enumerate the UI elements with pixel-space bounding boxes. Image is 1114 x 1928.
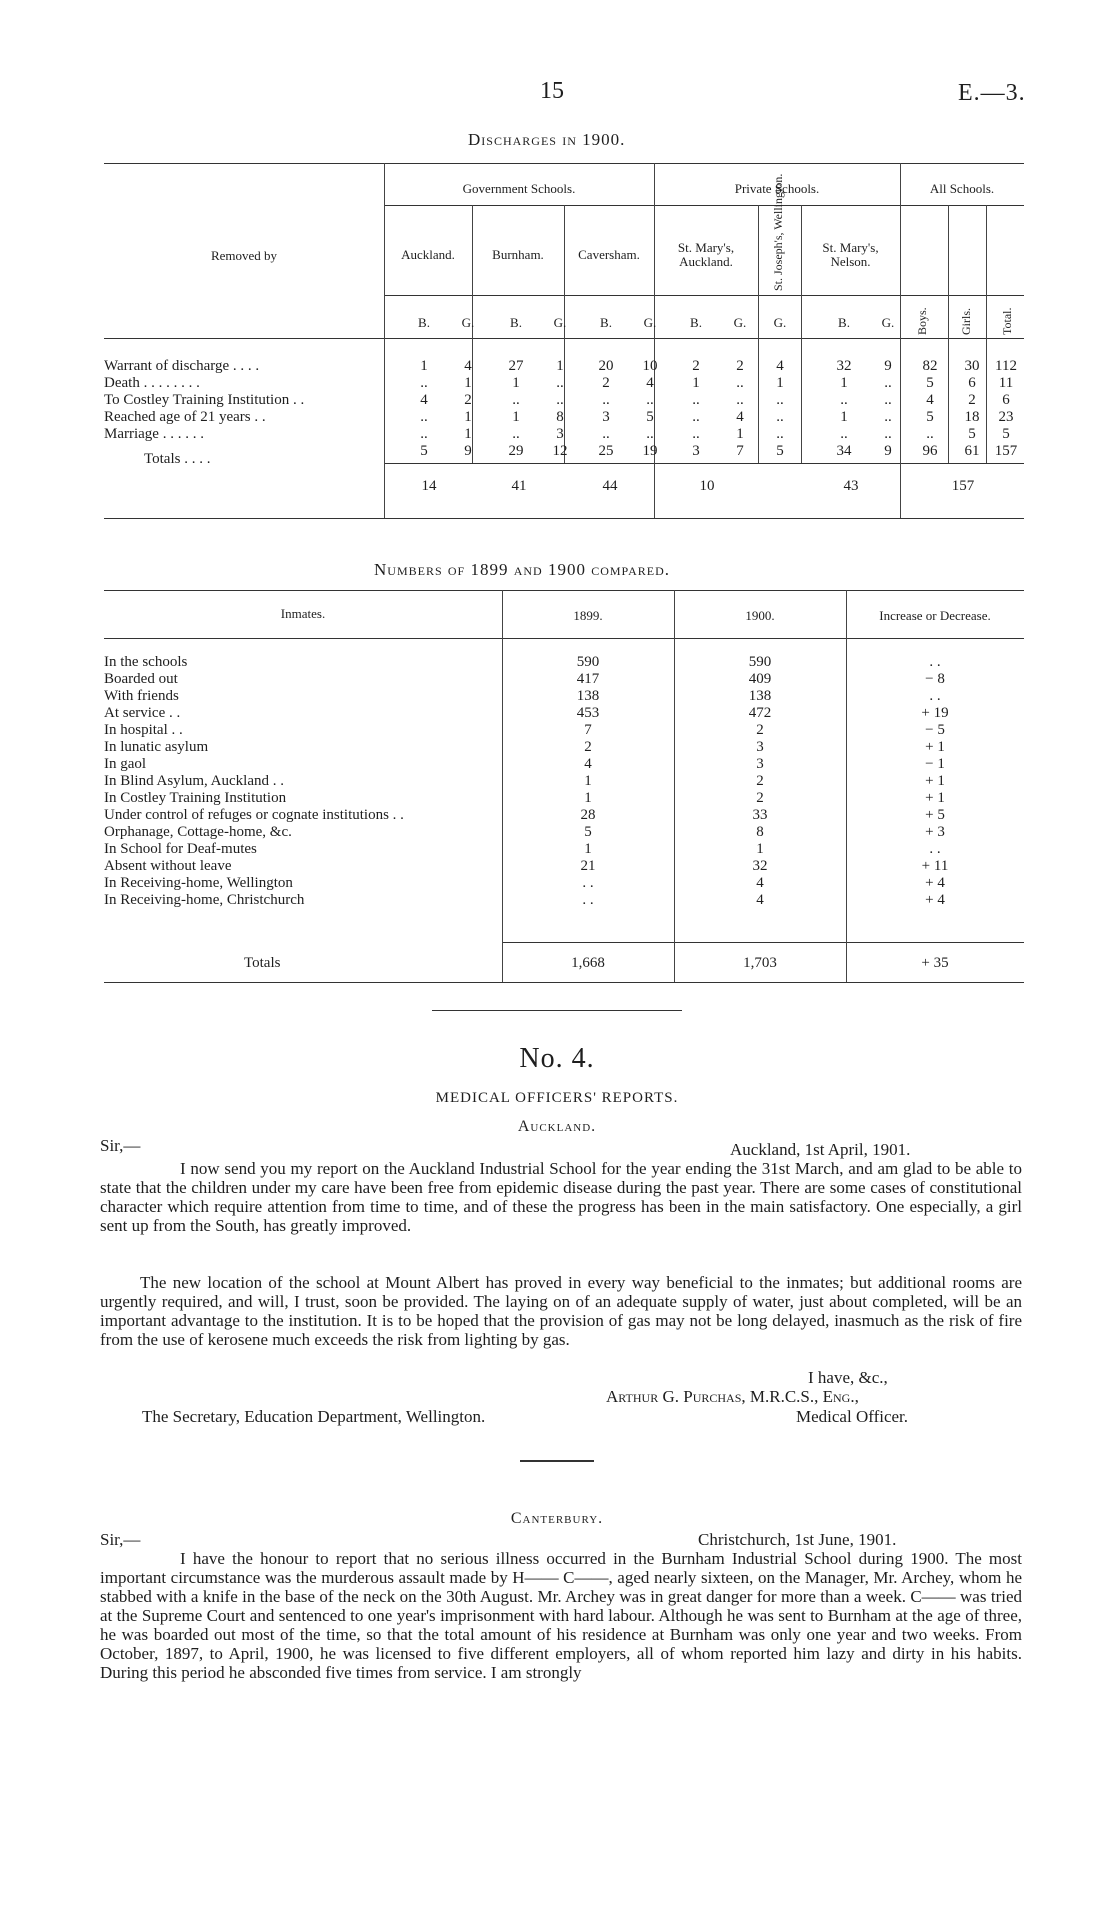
- inmate-row-label: In Blind Asylum, Auckland . .: [104, 773, 284, 789]
- discharge-cell: 1: [512, 375, 520, 391]
- inmate-row-label: In lunatic asylum: [104, 739, 209, 755]
- discharge-cell: ..: [776, 426, 784, 442]
- discharge-cell: 1: [840, 409, 848, 425]
- canterbury-place-date: Christchurch, 1st June, 1901.: [698, 1530, 897, 1549]
- group-all: All Schools.: [929, 181, 995, 196]
- discharge-cell: ..: [884, 392, 892, 408]
- inmate-row-label: In gaol: [104, 756, 147, 772]
- school-st-josephs: St. Joseph's, Wellington.: [771, 173, 785, 291]
- discharge-cell: ..: [884, 375, 892, 391]
- value-change: + 4: [925, 892, 945, 908]
- group-government: Government Schools.: [462, 181, 576, 196]
- discharge-cell: ..: [420, 409, 428, 425]
- discharge-total-cell: 96: [922, 443, 938, 459]
- discharge-cell: 1: [464, 375, 472, 391]
- inmate-row-label: With friends: [104, 688, 179, 704]
- discharge-cell: ..: [556, 392, 564, 408]
- discharge-total-cell: 5: [420, 443, 428, 459]
- value-1900: 472: [748, 705, 772, 721]
- value-1900: 590: [748, 654, 772, 670]
- discharge-cell: 4: [646, 375, 654, 391]
- discharge-total-cell: 9: [884, 443, 892, 459]
- value-1900: 409: [748, 671, 772, 687]
- numbers-totals-label: Totals: [244, 955, 281, 971]
- discharge-row-label: Death . . . . . . . .: [104, 375, 200, 391]
- discharge-cell: 3: [556, 426, 564, 442]
- value-1899: 28: [580, 807, 596, 823]
- discharge-cell: 11: [998, 375, 1014, 391]
- total-1900: 1,703: [743, 955, 777, 971]
- value-1899: 590: [576, 654, 600, 670]
- value-1899: 21: [580, 858, 596, 874]
- discharge-cell: ..: [692, 392, 700, 408]
- discharge-cell: 1: [464, 426, 472, 442]
- discharge-subtotal: 14: [421, 478, 437, 494]
- discharge-cell: 5: [646, 409, 654, 425]
- discharge-cell: ..: [420, 375, 428, 391]
- value-1899: 2: [584, 739, 592, 755]
- discharge-subtotal: 41: [511, 478, 527, 494]
- discharge-cell: 20: [598, 358, 614, 374]
- discharge-total-cell: 34: [836, 443, 852, 459]
- discharge-subtotal: 44: [602, 478, 618, 494]
- value-1899: 1: [584, 773, 592, 789]
- inmate-row-label: In Receiving-home, Wellington: [104, 875, 293, 891]
- discharge-cell: ..: [736, 375, 744, 391]
- value-1900: 4: [756, 892, 764, 908]
- discharge-cell: ..: [646, 392, 654, 408]
- discharge-cell: 5: [926, 375, 934, 391]
- value-1900: 2: [756, 722, 764, 738]
- discharge-total-cell: 9: [464, 443, 472, 459]
- inmate-row-label: Boarded out: [104, 671, 178, 687]
- col-change: Increase or Decrease.: [879, 608, 991, 623]
- discharge-total-cell: 12: [552, 443, 568, 459]
- discharge-cell: 5: [968, 426, 976, 442]
- value-change: − 1: [925, 756, 945, 772]
- value-change: + 1: [925, 773, 945, 789]
- discharge-total-cell: 157: [994, 443, 1018, 459]
- discharge-cell: 2: [692, 358, 700, 374]
- value-1899: 1: [584, 790, 592, 806]
- discharge-cell: 4: [926, 392, 934, 408]
- discharge-cell: 5: [1002, 426, 1010, 442]
- discharge-cell: ..: [776, 409, 784, 425]
- discharge-cell: 2: [464, 392, 472, 408]
- discharge-cell: ..: [692, 426, 700, 442]
- value-1900: 1: [756, 841, 764, 857]
- discharge-cell: 1: [556, 358, 564, 374]
- discharge-row-label: Warrant of discharge . . . .: [104, 358, 260, 374]
- discharge-cell: ..: [884, 409, 892, 425]
- value-1900: 2: [756, 773, 764, 789]
- col-code: G.: [553, 315, 567, 330]
- discharge-cell: ..: [840, 392, 848, 408]
- col-code: G.: [461, 315, 475, 330]
- discharge-cell: 1: [736, 426, 744, 442]
- col-boys: Boys.: [915, 307, 929, 335]
- value-1899: 1: [584, 841, 592, 857]
- discharge-cell: 18: [964, 409, 980, 425]
- discharge-cell: 27: [508, 358, 524, 374]
- value-1900: 33: [752, 807, 768, 823]
- report-divider: [520, 1460, 594, 1462]
- col-total: Total.: [1000, 307, 1014, 335]
- discharge-cell: 6: [968, 375, 976, 391]
- col-code: B.: [690, 315, 702, 330]
- school-burnham: Burnham.: [492, 247, 544, 262]
- discharge-row-label: Reached age of 21 years . .: [104, 409, 266, 425]
- auckland-closing: I have, &c.,: [808, 1368, 888, 1387]
- discharge-row-label: Marriage . . . . . .: [104, 426, 204, 442]
- school-auckland: Auckland.: [401, 247, 455, 262]
- value-1899: . .: [582, 875, 594, 891]
- discharge-cell: ..: [692, 409, 700, 425]
- discharge-total-cell: 29: [508, 443, 524, 459]
- discharge-cell: ..: [556, 375, 564, 391]
- discharge-total-cell: 3: [692, 443, 700, 459]
- discharges-table: [104, 163, 1024, 520]
- discharge-cell: 1: [692, 375, 700, 391]
- col-1900: 1900.: [745, 608, 775, 623]
- col-code: B.: [838, 315, 850, 330]
- col-1899: 1899.: [573, 608, 603, 623]
- discharge-total-cell: 7: [736, 443, 744, 459]
- discharge-cell: 8: [556, 409, 564, 425]
- discharge-cell: ..: [512, 392, 520, 408]
- discharge-cell: 82: [922, 358, 938, 374]
- col-code: B.: [510, 315, 522, 330]
- discharge-cell: 1: [840, 375, 848, 391]
- discharge-cell: 4: [776, 358, 784, 374]
- discharge-row-label: To Costley Training Institution . .: [104, 392, 305, 408]
- school-caversham: Caversham.: [578, 247, 640, 262]
- value-1900: 32: [752, 858, 768, 874]
- col-inmates: Inmates.: [280, 606, 326, 621]
- discharge-cell: ..: [840, 426, 848, 442]
- value-change: + 19: [921, 705, 949, 721]
- page-number: 15: [540, 78, 564, 104]
- discharge-cell: 2: [736, 358, 744, 374]
- inmate-row-label: Absent without leave: [104, 858, 232, 874]
- section-number: No. 4.: [519, 1043, 595, 1074]
- school-st-marys-auckland: St. Mary's, Auckland.: [677, 240, 735, 269]
- discharge-cell: 5: [926, 409, 934, 425]
- discharge-cell: 1: [420, 358, 428, 374]
- discharges-totals-label: Totals . . . .: [144, 451, 211, 467]
- discharge-cell: 32: [836, 358, 852, 374]
- inmate-row-label: In Receiving-home, Christchurch: [104, 892, 305, 908]
- value-change: + 1: [925, 739, 945, 755]
- inmate-row-label: In Costley Training Institution: [104, 790, 287, 806]
- col-girls: Girls.: [959, 308, 973, 335]
- col-code: G.: [773, 315, 787, 330]
- value-change: . .: [929, 654, 941, 670]
- value-1899: 5: [584, 824, 592, 840]
- auckland-salutation: Sir,—: [100, 1136, 141, 1155]
- discharge-total-cell: 25: [598, 443, 614, 459]
- auckland-paragraph-2: The new location of the school at Mount Albert has proved in every way beneficial to the inmates; but additional rooms are urgently required, and will, I trust, soon be provided. The laying on of an adequate supply of water, just about completed, will be an important advantage to the institution. It is to be hoped that the provision of gas may not be long delayed, inasmuch as the risk of fire from the use of kerosene much exceeds the risk from lighting by gas.: [100, 1273, 1022, 1349]
- value-1899: . .: [582, 892, 594, 908]
- inmate-row-label: Orphanage, Cottage-home, &c.: [104, 824, 292, 840]
- discharge-subtotal: 10: [699, 478, 715, 494]
- canterbury-heading: Canterbury.: [510, 1510, 604, 1527]
- discharge-cell: 4: [420, 392, 428, 408]
- discharge-cell: ..: [776, 392, 784, 408]
- discharge-cell: 23: [998, 409, 1014, 425]
- discharge-subtotal: 157: [951, 478, 975, 494]
- discharge-cell: 30: [964, 358, 980, 374]
- auckland-paragraph-1: I now send you my report on the Auckland Industrial School for the year ending the 31st March, and am glad to be able to state that the children under my care have been free from epidemic disease during the past year. There are some cases of constitutional character which require attention from time to time, and of these the progress has been in the main satisfactory. One especially, a girl sent up from the South, has greatly improved.: [100, 1159, 1022, 1235]
- value-1900: 3: [756, 756, 764, 772]
- canterbury-salutation: Sir,—: [100, 1530, 141, 1549]
- section-divider: [432, 1010, 682, 1011]
- group-private: Private Schools.: [734, 181, 820, 196]
- value-change: . .: [929, 688, 941, 704]
- auckland-place-date: Auckland, 1st April, 1901.: [730, 1140, 911, 1159]
- value-1900: 4: [756, 875, 764, 891]
- discharge-cell: ..: [602, 426, 610, 442]
- discharge-cell: 4: [464, 358, 472, 374]
- inmate-row-label: At service . .: [104, 705, 181, 721]
- col-code: B.: [418, 315, 430, 330]
- discharge-cell: 112: [995, 358, 1017, 374]
- discharge-subtotal: 43: [843, 478, 859, 494]
- value-1899: 417: [576, 671, 600, 687]
- auckland-heading: Auckland.: [517, 1118, 597, 1135]
- discharge-cell: 1: [512, 409, 520, 425]
- discharge-total-cell: 19: [642, 443, 658, 459]
- document-reference: E.—3.: [958, 80, 1026, 106]
- value-change: + 4: [925, 875, 945, 891]
- inmate-row-label: Under control of refuges or cognate institutions . .: [104, 807, 404, 823]
- discharge-total-cell: 5: [776, 443, 784, 459]
- value-change: + 11: [921, 858, 949, 874]
- discharge-cell: 2: [968, 392, 976, 408]
- value-1900: 8: [756, 824, 764, 840]
- removed-by-header: Removed by: [210, 248, 278, 263]
- col-code: G.: [733, 315, 747, 330]
- numbers-table: [104, 590, 1024, 985]
- discharge-total-cell: 61: [964, 443, 980, 459]
- value-1899: 7: [584, 722, 592, 738]
- numbers-caption: Numbers of 1899 and 1900 compared.: [374, 560, 671, 579]
- total-change: + 35: [921, 955, 949, 971]
- discharge-cell: ..: [602, 392, 610, 408]
- discharge-cell: 6: [1002, 392, 1010, 408]
- value-1899: 138: [576, 688, 600, 704]
- value-change: − 5: [925, 722, 945, 738]
- value-change: + 1: [925, 790, 945, 806]
- value-1900: 138: [748, 688, 772, 704]
- inmate-row-label: In the schools: [104, 654, 188, 670]
- value-change: . .: [929, 841, 941, 857]
- discharge-cell: 9: [884, 358, 892, 374]
- discharge-cell: 1: [776, 375, 784, 391]
- value-change: + 5: [925, 807, 945, 823]
- value-change: + 3: [925, 824, 945, 840]
- discharge-cell: 10: [642, 358, 658, 374]
- discharge-cell: ..: [926, 426, 934, 442]
- value-1899: 453: [576, 705, 600, 721]
- value-1899: 4: [584, 756, 592, 772]
- inmate-row-label: In School for Deaf-mutes: [104, 841, 257, 857]
- discharge-cell: 2: [602, 375, 610, 391]
- discharge-cell: ..: [736, 392, 744, 408]
- auckland-signature: Arthur G. Purchas, M.R.C.S., Eng.,: [606, 1387, 859, 1406]
- col-code: G.: [643, 315, 657, 330]
- school-st-marys-nelson: St. Mary's, Nelson.: [822, 240, 879, 269]
- auckland-addressee: The Secretary, Education Department, Wellington.: [142, 1407, 486, 1426]
- discharge-cell: ..: [884, 426, 892, 442]
- col-code: G.: [881, 315, 895, 330]
- discharge-cell: ..: [420, 426, 428, 442]
- canterbury-paragraph-1: I have the honour to report that no serious illness occurred in the Burnham Industrial School during 1900. The most important circumstance was the murderous assault made by H—— C——, aged nearly sixteen, on the Manager, Mr. Archey, whom he stabbed with a knife in the base of the neck on the 30th August. Mr. Archey was in great danger for more than a week. C—— was tried at the Supreme Court and sentenced to one year's imprisonment with hard labour. Although he was sent to Burnham at the age of three, he was boarded out most of the time, so that the total amount of his residence at Burnham was only one year and two weeks. From October, 1897, to April, 1900, he was licensed to five different employers, all of whom reported him lazy and dirty in his habits. During this period he absconded five times from service. I am strongly: [100, 1549, 1022, 1682]
- discharges-caption: Discharges in 1900.: [468, 130, 626, 149]
- value-1900: 3: [756, 739, 764, 755]
- total-1899: 1,668: [571, 955, 605, 971]
- value-1900: 2: [756, 790, 764, 806]
- discharge-cell: 1: [464, 409, 472, 425]
- value-change: − 8: [925, 671, 945, 687]
- col-code: B.: [600, 315, 612, 330]
- discharge-cell: 4: [736, 409, 744, 425]
- discharge-cell: ..: [512, 426, 520, 442]
- auckland-role: Medical Officer.: [796, 1407, 909, 1426]
- section-title: MEDICAL OFFICERS' REPORTS.: [435, 1090, 679, 1106]
- inmate-row-label: In hospital . .: [104, 722, 183, 738]
- discharge-cell: ..: [646, 426, 654, 442]
- discharge-cell: 3: [602, 409, 610, 425]
